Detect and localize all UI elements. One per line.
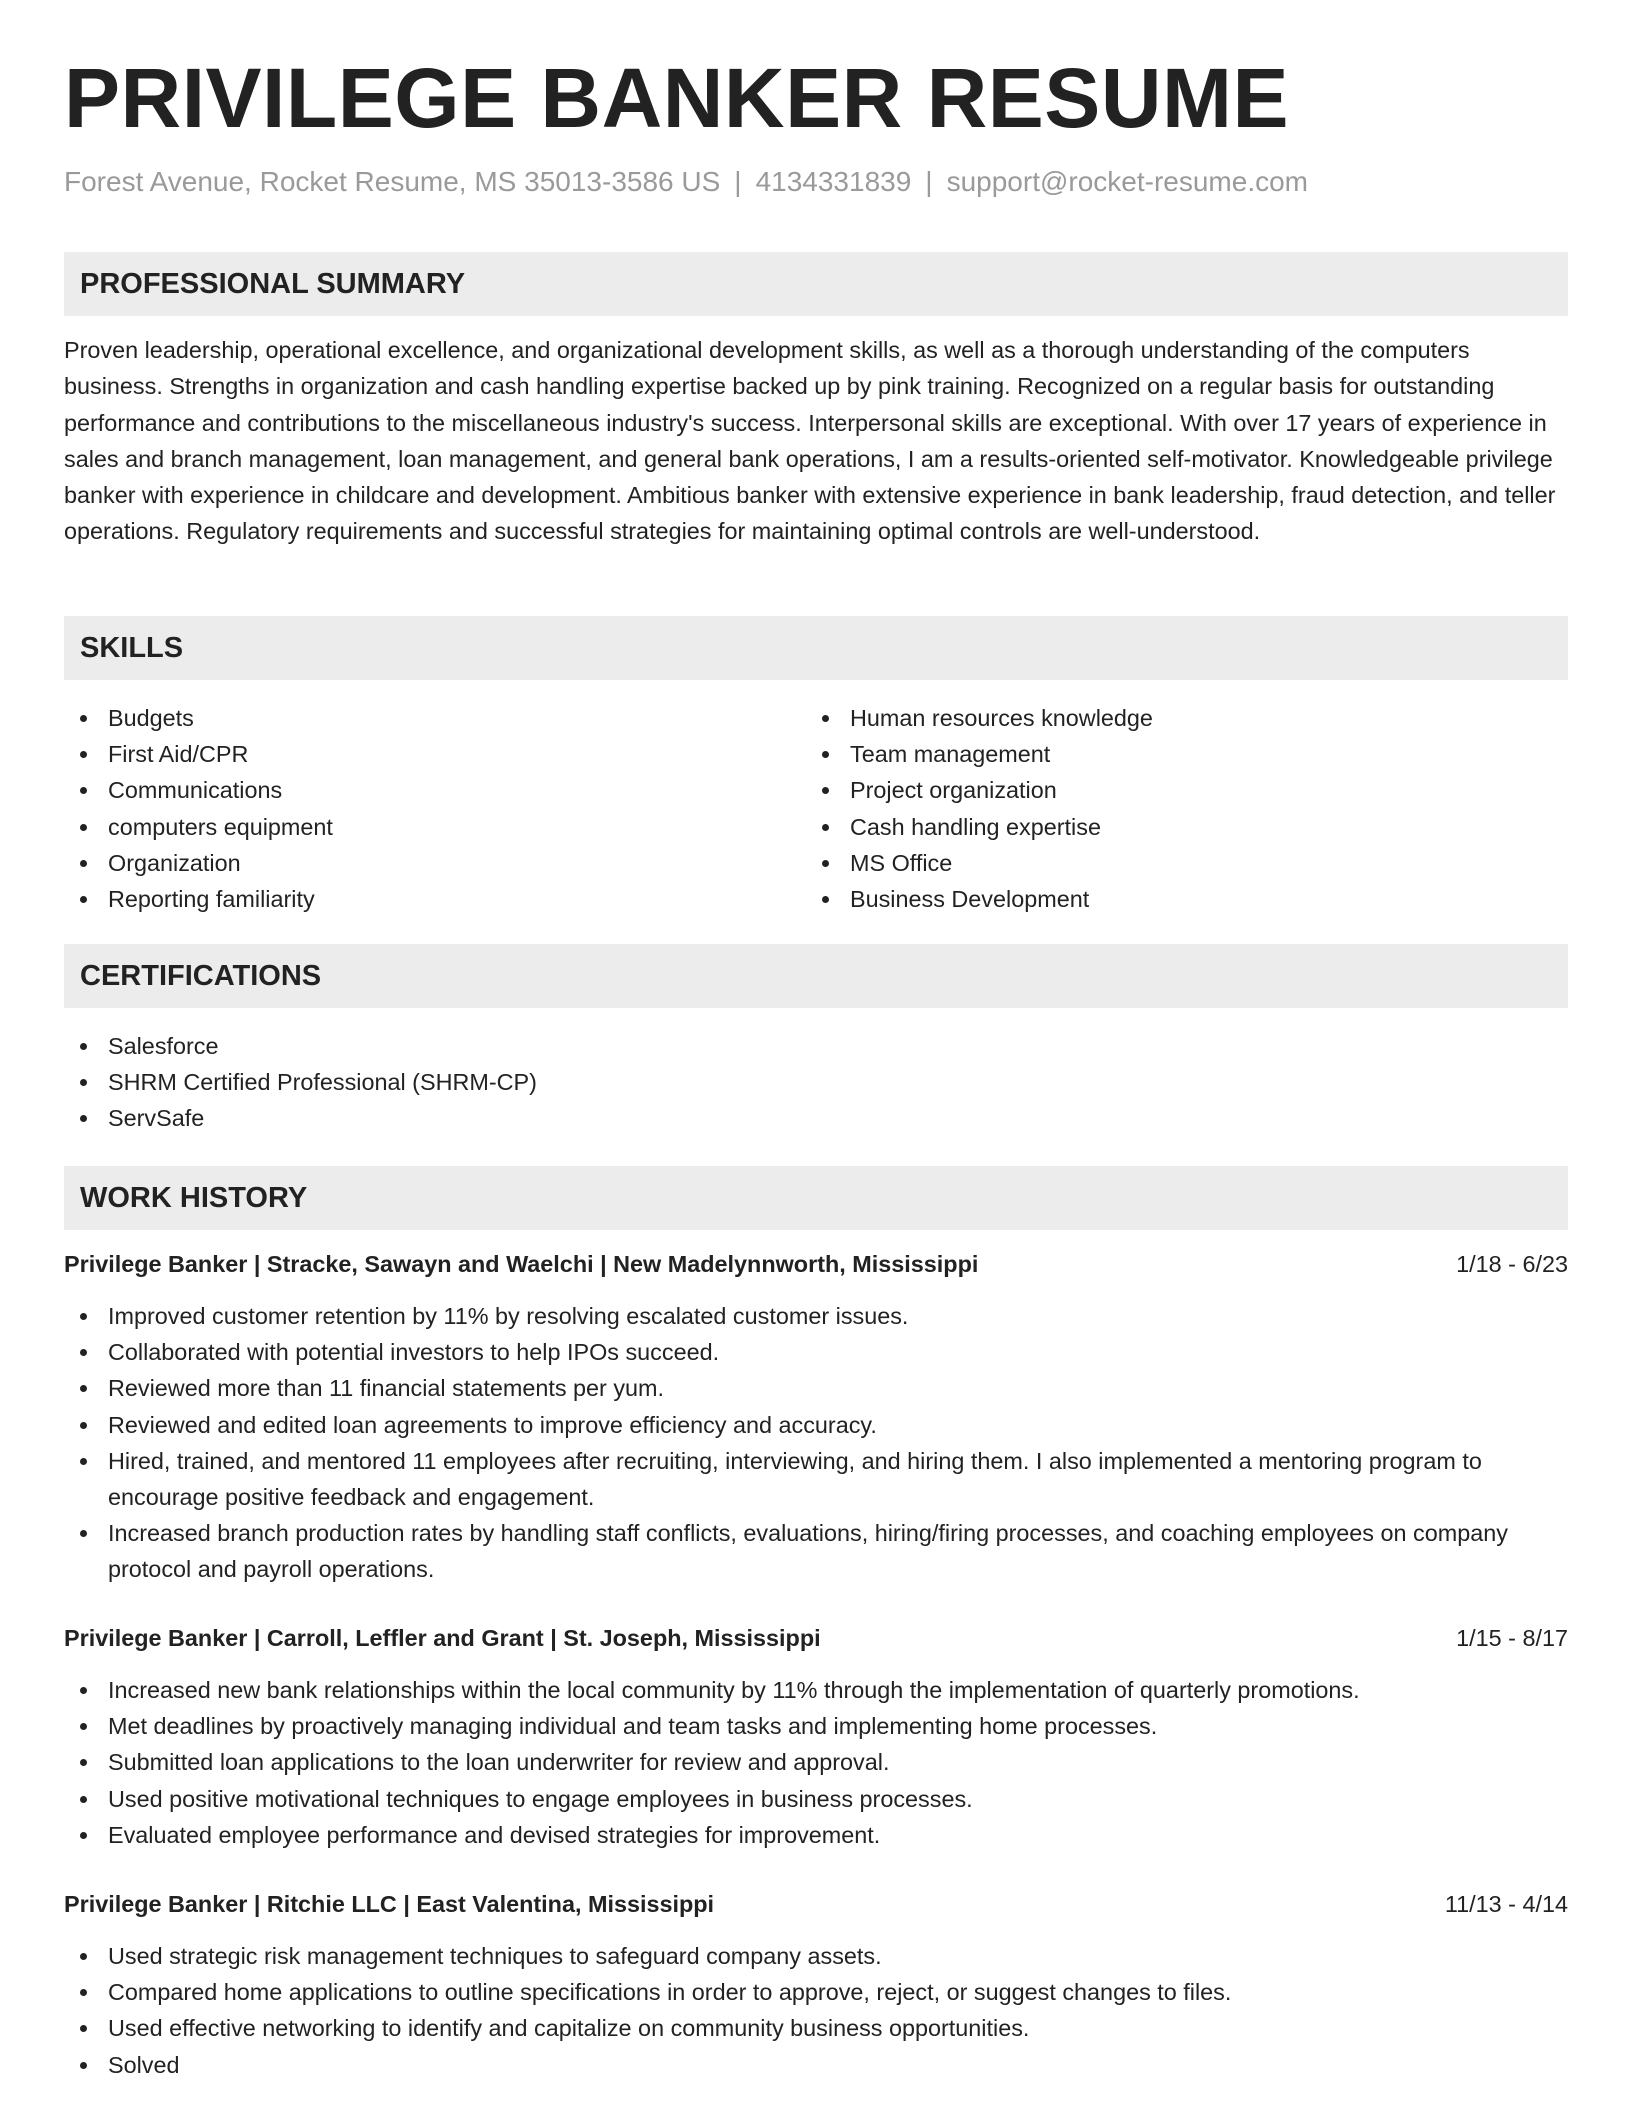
- skill-item: Business Development: [806, 881, 1506, 917]
- job-bullet: Used effective networking to identify and capitalize on community business opportunities.: [64, 2010, 1568, 2046]
- skill-item: MS Office: [806, 845, 1506, 881]
- job-dates: 1/18 - 6/23: [1456, 1251, 1568, 1277]
- skills-list-left: [64, 700, 764, 917]
- job-bullet: Met deadlines by proactively managing individual and team tasks and implementing home processes.: [64, 1708, 1568, 1744]
- job-bullet: Used positive motivational techniques to engage employees in business processes.: [64, 1781, 1568, 1817]
- job-bullet: Solved: [64, 2047, 1568, 2083]
- section-heading-summary: PROFESSIONAL SUMMARY: [64, 252, 1568, 316]
- certification-item: Salesforce: [64, 1028, 1064, 1064]
- job-bullet: Reviewed and edited loan agreements to improve efficiency and accuracy.: [64, 1407, 1568, 1443]
- job-bullets: [64, 1672, 1568, 1853]
- job-header: [64, 1246, 1568, 1282]
- skill-item: Team management: [806, 736, 1506, 772]
- summary-text: Proven leadership, operational excellence, and organizational development skills, as well as a thorough understanding of the computers business. Strengths in organization and cash handling expertise backed up by pink training. Recognized on a regular basis for outstanding performance and contributions to the miscellaneous industry's success. Interpersonal skills are exceptional. With over 17 years of experience in sales and branch management, loan management, and general bank operations, I am a results-oriented self-motivator. Knowledgeable privilege banker with experience in childcare and development. Ambitious banker with extensive experience in bank leadership, fraud detection, and teller operations. Regulatory requirements and successful strategies for maintaining optimal controls are well-understood.: [64, 337, 1556, 545]
- job-bullet: Compared home applications to outline specifications in order to approve, reject, or suggest changes to files.: [64, 1974, 1568, 2010]
- job-bullet: Increased branch production rates by handling staff conflicts, evaluations, hiring/firing processes, and coaching employees on company protocol and payroll operations.: [64, 1515, 1568, 1587]
- certification-item: SHRM Certified Professional (SHRM-CP): [64, 1064, 1064, 1100]
- certification-item: ServSafe: [64, 1100, 1064, 1136]
- contact-line: [64, 166, 1308, 198]
- job-bullet: Hired, trained, and mentored 11 employees after recruiting, interviewing, and hiring them. I also implemented a mentoring program to encourage positive feedback and engagement.: [64, 1443, 1568, 1515]
- job-dates: 11/13 - 4/14: [1444, 1891, 1568, 1917]
- job-title: Privilege Banker | Stracke, Sawayn and Waelchi | New Madelynnworth, Mississippi: [64, 1251, 979, 1277]
- skill-item: computers equipment: [64, 809, 764, 845]
- contact-email[interactable]: support@rocket-resume.com: [946, 166, 1309, 197]
- skill-item: Organization: [64, 845, 764, 881]
- job-header: [64, 1620, 1568, 1656]
- job-title: Privilege Banker | Carroll, Leffler and Grant | St. Joseph, Mississippi: [64, 1625, 821, 1651]
- job-bullet: Collaborated with potential investors to help IPOs succeed.: [64, 1334, 1568, 1370]
- contact-address: Forest Avenue, Rocket Resume, MS 35013-3586 US: [64, 166, 721, 197]
- job-bullet: Evaluated employee performance and devised strategies for improvement.: [64, 1817, 1568, 1853]
- skills-list-right: [806, 700, 1506, 917]
- section-heading-work-history: WORK HISTORY: [64, 1166, 1568, 1230]
- resume-title: PRIVILEGE BANKER RESUME: [64, 51, 1289, 145]
- job-bullet: Submitted loan applications to the loan underwriter for review and approval.: [64, 1744, 1568, 1780]
- skill-item: Project organization: [806, 772, 1506, 808]
- job-bullet: Used strategic risk management techniques to safeguard company assets.: [64, 1938, 1568, 1974]
- skill-item: First Aid/CPR: [64, 736, 764, 772]
- skill-item: Communications: [64, 772, 764, 808]
- job-header: [64, 1886, 1568, 1922]
- contact-phone[interactable]: 4134331839: [755, 166, 912, 197]
- contact-separator: |: [925, 166, 933, 197]
- contact-separator: |: [734, 166, 742, 197]
- job-bullet: Improved customer retention by 11% by resolving escalated customer issues.: [64, 1298, 1568, 1334]
- job-bullet: Reviewed more than 11 financial statements per yum.: [64, 1370, 1568, 1406]
- section-heading-certifications: CERTIFICATIONS: [64, 944, 1568, 1008]
- skill-item: Budgets: [64, 700, 764, 736]
- skill-item: Reporting familiarity: [64, 881, 764, 917]
- job-bullets: [64, 1298, 1568, 1588]
- certifications-list: [64, 1028, 1064, 1137]
- job-bullets: [64, 1938, 1568, 2083]
- section-heading-skills: SKILLS: [64, 616, 1568, 680]
- skill-item: Human resources knowledge: [806, 700, 1506, 736]
- job-bullet: Increased new bank relationships within the local community by 11% through the implementation of quarterly promotions.: [64, 1672, 1568, 1708]
- skill-item: Cash handling expertise: [806, 809, 1506, 845]
- job-dates: 1/15 - 8/17: [1456, 1625, 1568, 1651]
- job-title: Privilege Banker | Ritchie LLC | East Valentina, Mississippi: [64, 1891, 715, 1917]
